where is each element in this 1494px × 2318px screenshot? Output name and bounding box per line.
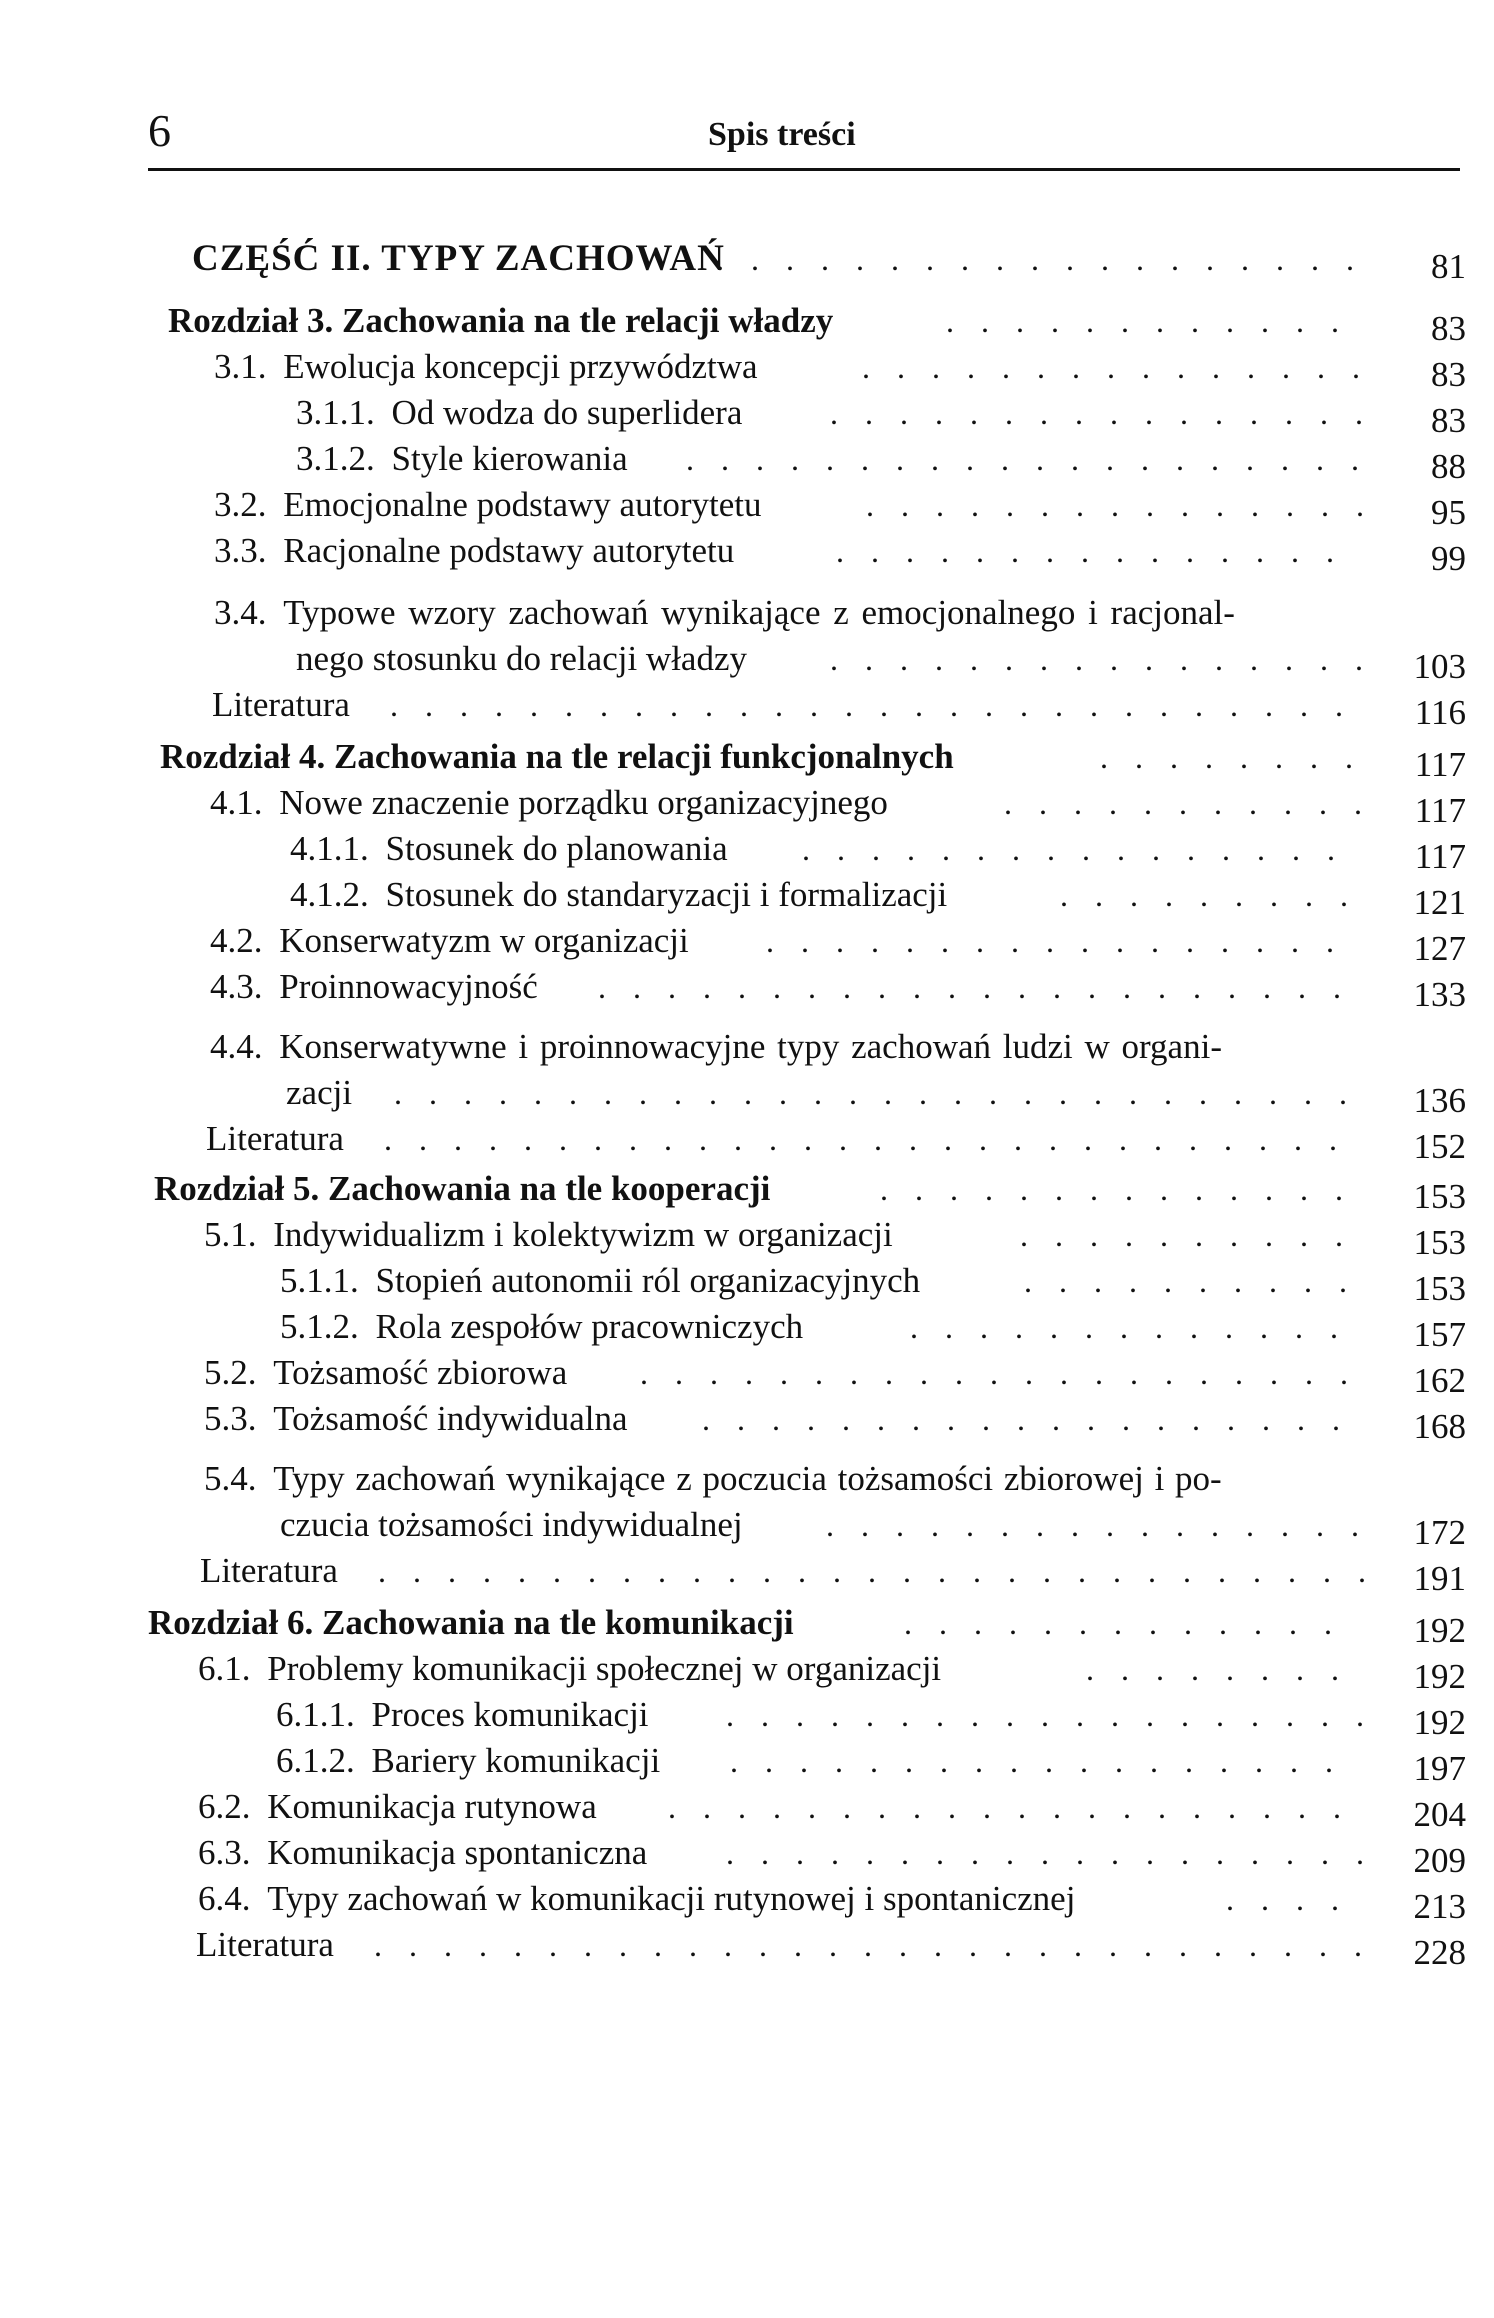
leader-dots: . . . . . . . . . . xyxy=(1020,1217,1353,1253)
leader-dots: . . . . . . . . . . . . . . . . . . . . . . . . . . . . xyxy=(394,1075,1357,1111)
toc-page-number: 121 xyxy=(1413,883,1466,922)
toc-entry-number: 6.1. xyxy=(198,1649,251,1688)
toc-page-number: 117 xyxy=(1414,745,1466,784)
toc-page-number: 192 xyxy=(1413,1657,1466,1696)
toc-entry-title: Komunikacja rutynowa xyxy=(267,1787,597,1826)
toc-entry-title: Bariery komunikacji xyxy=(371,1741,661,1780)
toc-page-number: 117 xyxy=(1414,791,1466,830)
toc-entry-title: Od wodza do superlidera xyxy=(391,393,743,432)
toc-literatura-3 xyxy=(212,682,350,728)
toc-entry-title: Indywidualizm i kolektywizm w organizacji xyxy=(273,1215,893,1254)
toc-entry-title: Stosunek do planowania xyxy=(385,829,728,868)
toc-section-3-1 xyxy=(214,344,758,390)
toc-page-number: 153 xyxy=(1413,1177,1466,1216)
toc-entry-title: Literatura xyxy=(206,1119,344,1158)
toc-entry-title: Nowe znaczenie porządku organizacyjnego xyxy=(279,783,888,822)
leader-dots: . . . . . . . . . . . . . . . . . xyxy=(766,923,1344,959)
leader-dots: . . . . . . . . . . . . . . . . . . . . . . . . . . . . . xyxy=(374,1927,1372,1963)
toc-entry-title-continued: zacji xyxy=(286,1073,353,1112)
toc-entry-number: 3.1. xyxy=(214,347,267,386)
toc-entry-number: 4.2. xyxy=(210,921,263,960)
leader-dots: . . . . . . . . . . . xyxy=(1004,785,1372,821)
toc-page-number: 192 xyxy=(1413,1611,1466,1650)
toc-page-number: 83 xyxy=(1431,401,1466,440)
toc-entry-title: Problemy komunikacji społecznej w organizacji xyxy=(267,1649,942,1688)
toc-page-number: 168 xyxy=(1413,1407,1466,1446)
toc-section-4-2 xyxy=(210,918,689,964)
leader-dots: . . . . . . . . . . . . . . . xyxy=(836,533,1344,569)
toc-entry-title: Proinnowacyjność xyxy=(279,967,538,1006)
toc-entry-number: 3.3. xyxy=(214,531,267,570)
toc-section-5-3 xyxy=(204,1396,628,1442)
toc-page-number: 103 xyxy=(1413,647,1466,686)
leader-dots: . . . . . . . . . . . . . . . . . . . xyxy=(726,1697,1374,1733)
toc-entry-title: Style kierowania xyxy=(391,439,628,478)
leader-dots: . . . . . . . . . . . . . . . . . . . . . . xyxy=(598,969,1351,1005)
toc-page-number: 152 xyxy=(1413,1127,1466,1166)
toc-page-number: 99 xyxy=(1431,539,1466,578)
toc-chapter-4 xyxy=(160,734,954,780)
toc-entry-title: Typy zachowań w komunikacji rutynowej i spontanicznej xyxy=(267,1879,1076,1918)
leader-dots: . . . . . . . . . . . . . . . . . . . . . . . . . . . . . xyxy=(378,1553,1376,1589)
toc-section-5-2 xyxy=(204,1350,567,1396)
toc-entry-number: 3.1.1. xyxy=(296,393,375,432)
toc-section-3-4 xyxy=(214,590,1235,636)
toc-entry-title: Ewolucja koncepcji przywództwa xyxy=(283,347,758,386)
toc-entry-title: Tożsamość indywidualna xyxy=(273,1399,628,1438)
leader-dots: . . . . . . . . . . . . . . . . . . . xyxy=(702,1401,1350,1437)
toc-section-5-4 xyxy=(204,1456,1222,1502)
toc-entry-title: Komunikacja spontaniczna xyxy=(267,1833,648,1872)
toc-chapter-6 xyxy=(148,1600,794,1646)
leader-dots: . . . . . . . . . . . . . xyxy=(904,1605,1342,1641)
toc-subsection-3-1-1 xyxy=(296,390,742,436)
toc-subsection-6-1-1 xyxy=(276,1692,649,1738)
toc-section-3-3 xyxy=(214,528,734,574)
toc-chapter-3 xyxy=(168,298,833,344)
toc-entry-number: 5.1. xyxy=(204,1215,257,1254)
toc-page-number: 191 xyxy=(1413,1559,1466,1598)
toc-entry-number: 6.1.1. xyxy=(276,1695,355,1734)
toc-page-number: 136 xyxy=(1413,1081,1466,1120)
toc-entry-title: Zachowania na tle relacji funkcjonalnych xyxy=(334,737,954,776)
toc-entry-number: 3.2. xyxy=(214,485,267,524)
toc-literatura-6 xyxy=(196,1922,334,1968)
toc-subsection-3-1-2 xyxy=(296,436,628,482)
toc-page-number: 213 xyxy=(1413,1887,1466,1926)
leader-dots: . . . . . . . . . . . . xyxy=(946,303,1349,339)
toc-page-number: 88 xyxy=(1431,447,1466,486)
leader-dots: . . . . . . . . . . xyxy=(1024,1263,1357,1299)
toc-entry-title: Stosunek do standaryzacji i formalizacji xyxy=(385,875,948,914)
toc-entry-number: Rozdział 6. xyxy=(148,1603,314,1642)
toc-entry-title: Emocjonalne podstawy autorytetu xyxy=(283,485,762,524)
leader-dots: . . . . . . . . . . . . . . xyxy=(880,1171,1353,1207)
leader-dots: . . . . . . . . . . . . . . . . . . . . . . . . . . . . xyxy=(384,1121,1347,1157)
toc-subsection-5-1-1 xyxy=(280,1258,920,1304)
toc-entry-number: 4.4. xyxy=(210,1027,263,1066)
toc-entry-title: Proces komunikacji xyxy=(371,1695,649,1734)
toc-subsection-4-1-2 xyxy=(290,872,947,918)
toc-page-number: 153 xyxy=(1413,1269,1466,1308)
toc-entry-title: Zachowania na tle kooperacji xyxy=(328,1169,771,1208)
toc-entry-title: Stopień autonomii ról organizacyjnych xyxy=(375,1261,921,1300)
leader-dots: . . . . . . . . . . . . . . . . . . . . . . . . . . . . xyxy=(390,687,1353,723)
toc-subsection-4-1-1 xyxy=(290,826,728,872)
toc-entry-number: 6.2. xyxy=(198,1787,251,1826)
toc-entry-number: 5.1.1. xyxy=(280,1261,359,1300)
toc-entry-number: 6.4. xyxy=(198,1879,251,1918)
toc-page-number: 117 xyxy=(1414,837,1466,876)
toc-page-number: 81 xyxy=(1431,247,1466,286)
leader-dots: . . . . . . . . . . . . . . . . xyxy=(802,831,1345,867)
toc-subsection-6-1-2 xyxy=(276,1738,660,1784)
toc-page-number: 116 xyxy=(1414,693,1466,732)
toc-page-number: 83 xyxy=(1431,355,1466,394)
toc-entry-number: 5.1.2. xyxy=(280,1307,359,1346)
toc-page-number: 157 xyxy=(1413,1315,1466,1354)
toc-section-6-1 xyxy=(198,1646,941,1692)
toc-page-number: 127 xyxy=(1413,929,1466,968)
toc-page-number: 197 xyxy=(1413,1749,1466,1788)
toc-entry-title: Konserwatyzm w organizacji xyxy=(279,921,689,960)
toc-entry-title-continued: nego stosunku do relacji władzy xyxy=(296,639,748,678)
toc-entry-title: Typowe wzory zachowań wynikające z emocjonalnego i racjonal- xyxy=(283,593,1235,632)
leader-dots: . . . . . . . . . . . . . . . . xyxy=(830,395,1373,431)
toc-section-6-2 xyxy=(198,1784,597,1830)
toc-page-number: 192 xyxy=(1413,1703,1466,1742)
toc-entry-title: Typy zachowań wynikające z poczucia tożsamości zbiorowej i po- xyxy=(273,1459,1222,1498)
toc-entry-number: Rozdział 4. xyxy=(160,737,326,776)
toc-entry-number: 4.1.2. xyxy=(290,875,369,914)
toc-page-number: 209 xyxy=(1413,1841,1466,1880)
toc-chapter-5 xyxy=(154,1166,770,1212)
toc-section-6-3 xyxy=(198,1830,647,1876)
toc-entry-number: 6.1.2. xyxy=(276,1741,355,1780)
running-title: Spis treści xyxy=(708,116,856,153)
leader-dots: . . . . xyxy=(1226,1881,1349,1917)
toc-entry-title: Rola zespołów pracowniczych xyxy=(375,1307,804,1346)
toc-section-4-1 xyxy=(210,780,888,826)
toc-entry-title: Literatura xyxy=(212,685,350,724)
toc-page-number: 133 xyxy=(1413,975,1466,1014)
toc-entry-title: Literatura xyxy=(196,1925,334,1964)
toc-entry-title: Racjonalne podstawy autorytetu xyxy=(283,531,735,570)
leader-dots: . . . . . . . . . . . . . . . . . . . . xyxy=(686,441,1369,477)
toc-entry-title: Zachowania na tle komunikacji xyxy=(322,1603,794,1642)
leader-dots: . . . . . . . . . . . . . . . . . . xyxy=(730,1743,1343,1779)
toc-entry-number: Rozdział 3. xyxy=(168,301,334,340)
toc-section-4-4 xyxy=(210,1024,1222,1070)
toc-literatura-4 xyxy=(206,1116,344,1162)
leader-dots: . . . . . . . . . . . . . . . . xyxy=(826,1507,1369,1543)
toc-page-number: 228 xyxy=(1413,1933,1466,1972)
leader-dots: . . . . . . . . . . . . . . . . . . . xyxy=(716,241,1364,277)
leader-dots: . . . . . . . . . . . . . . . . . . . . . xyxy=(640,1355,1358,1391)
toc-entry-title: Tożsamość zbiorowa xyxy=(273,1353,568,1392)
toc-part-heading xyxy=(192,236,725,282)
toc-subsection-5-1-2 xyxy=(280,1304,803,1350)
toc-literatura-5 xyxy=(200,1548,338,1594)
toc-page-number: 172 xyxy=(1413,1513,1466,1552)
leader-dots: . . . . . . . . xyxy=(1100,739,1363,775)
toc-entry-number: 3.4. xyxy=(214,593,267,632)
toc-section-4-3 xyxy=(210,964,538,1010)
page-header xyxy=(148,100,1458,170)
toc-entry-number: 5.4. xyxy=(204,1459,257,1498)
toc-entry-title: Zachowania na tle relacji władzy xyxy=(342,301,834,340)
leader-dots: . . . . . . . . . . . . . . . . . . . . xyxy=(668,1789,1351,1825)
toc-page-number: 162 xyxy=(1413,1361,1466,1400)
toc-entry-number: 4.1.1. xyxy=(290,829,369,868)
leader-dots: . . . . . . . . . . . . . xyxy=(910,1309,1348,1345)
toc-entry-title: CZĘŚĆ II. TYPY ZACHOWAŃ xyxy=(192,238,725,279)
toc-entry-number: 5.2. xyxy=(204,1353,257,1392)
toc-entry-title-continued: czucia tożsamości indywidualnej xyxy=(280,1505,743,1544)
leader-dots: . . . . . . . . . . . . . . . xyxy=(866,487,1374,523)
toc-entry-number: 3.1.2. xyxy=(296,439,375,478)
toc-entry-number: 6.3. xyxy=(198,1833,251,1872)
toc-entry-title: Konserwatywne i proinnowacyjne typy zachowań ludzi w organi- xyxy=(279,1027,1222,1066)
leader-dots: . . . . . . . . . xyxy=(1060,877,1358,913)
toc-entry-number: 4.3. xyxy=(210,967,263,1006)
toc-page-number: 204 xyxy=(1413,1795,1466,1834)
toc-entry-number: 4.1. xyxy=(210,783,263,822)
toc-entry-number: Rozdział 5. xyxy=(154,1169,320,1208)
toc-section-3-2 xyxy=(214,482,761,528)
toc-section-6-4 xyxy=(198,1876,1075,1922)
page-number: 6 xyxy=(148,105,171,156)
toc-page-number: 95 xyxy=(1431,493,1466,532)
toc-page-number: 83 xyxy=(1431,309,1466,348)
leader-dots: . . . . . . . . . . . . . . . . xyxy=(830,641,1373,677)
leader-dots: . . . . . . . . . . . . . . . xyxy=(862,349,1370,385)
toc-page-number: 153 xyxy=(1413,1223,1466,1262)
leader-dots: . . . . . . . . . . . . . . . . . . . xyxy=(726,1835,1374,1871)
toc-entry-number: 5.3. xyxy=(204,1399,257,1438)
toc-section-5-1 xyxy=(204,1212,893,1258)
leader-dots: . . . . . . . . xyxy=(1086,1651,1349,1687)
header-rule xyxy=(148,168,1460,171)
toc-entry-title: Literatura xyxy=(200,1551,338,1590)
